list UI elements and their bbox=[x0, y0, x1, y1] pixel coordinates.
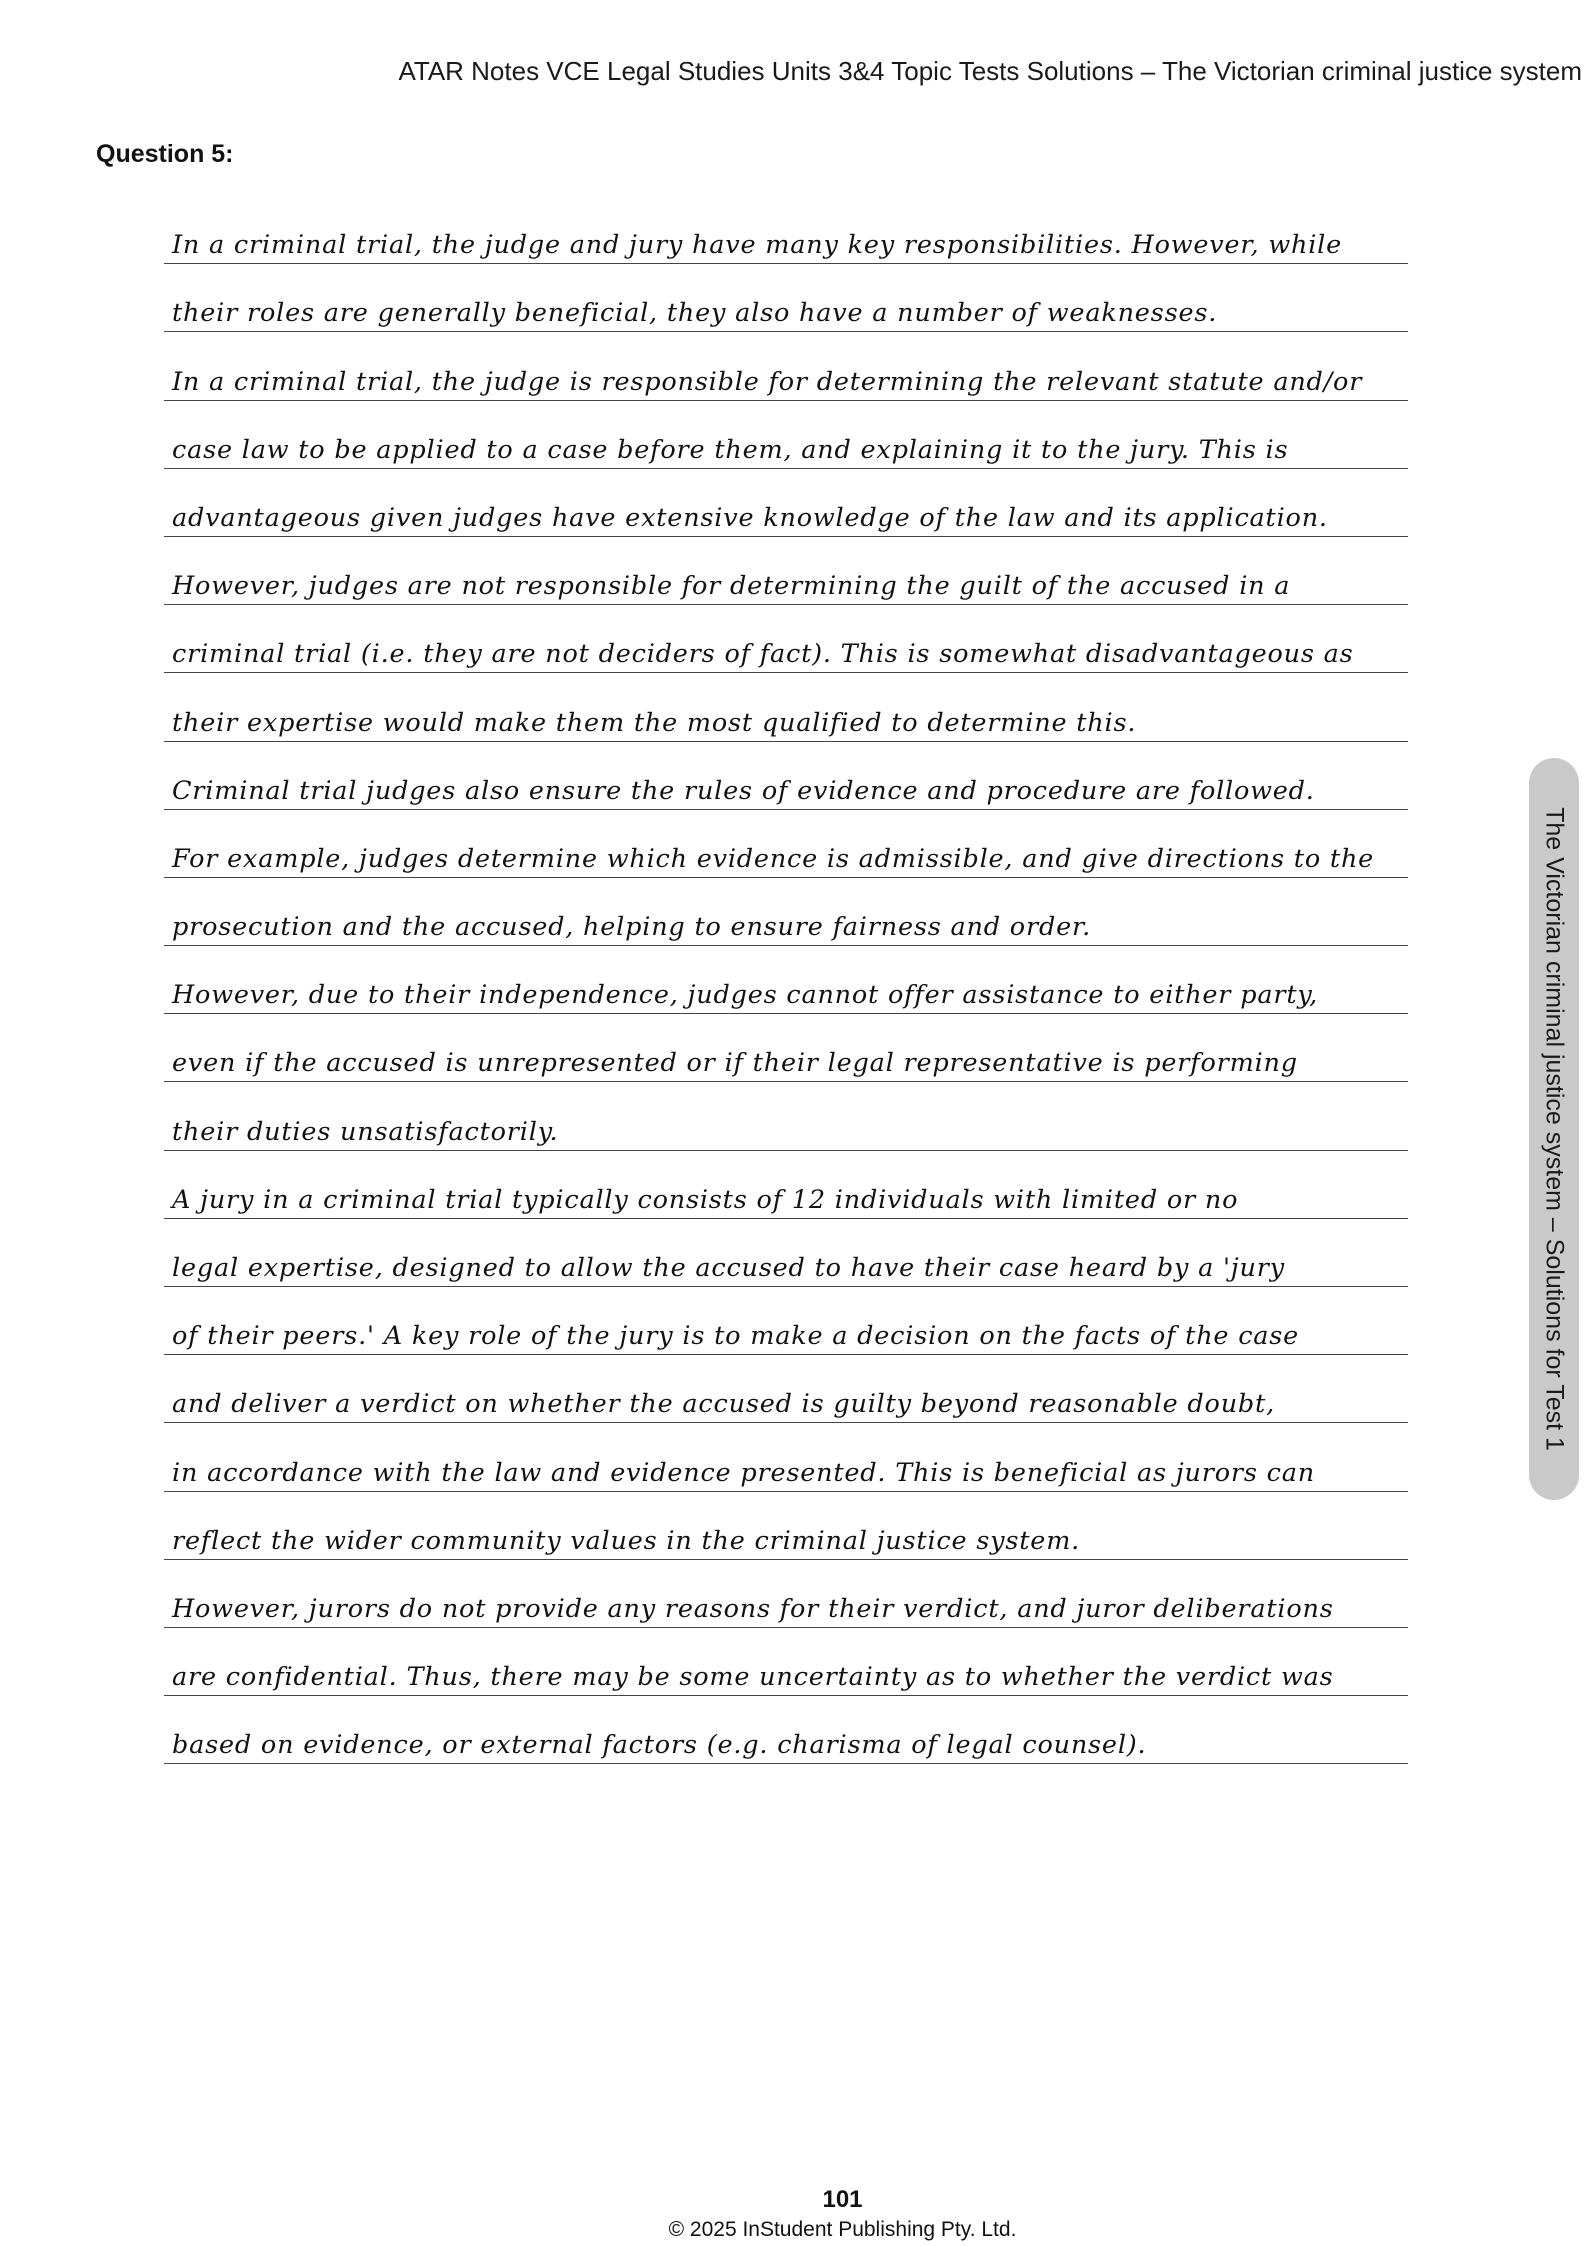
handwritten-answer bbox=[164, 196, 1408, 1764]
answer-line bbox=[164, 469, 1408, 537]
answer-line-text: However, jurors do not provide any reasons for their verdict, and juror deliberations bbox=[172, 1593, 1334, 1624]
answer-line-text: based on evidence, or external factors (e.g. charisma of legal counsel). bbox=[172, 1730, 1147, 1761]
answer-line bbox=[164, 1696, 1408, 1764]
answer-line-text: reflect the wider community values in the criminal justice system. bbox=[172, 1525, 1081, 1556]
answer-line bbox=[164, 1355, 1408, 1423]
answer-line bbox=[164, 1628, 1408, 1696]
copyright-notice: © 2025 InStudent Publishing Pty. Ltd. bbox=[668, 2218, 1017, 2241]
answer-line bbox=[164, 1287, 1408, 1355]
answer-line-text: are confidential. Thus, there may be some uncertainty as to whether the verdict was bbox=[172, 1662, 1334, 1693]
answer-line bbox=[164, 264, 1408, 332]
answer-line-text: of their peers.' A key role of the jury is to make a decision on the facts of the case bbox=[172, 1321, 1300, 1352]
answer-line bbox=[164, 878, 1408, 946]
page-number: 101 bbox=[822, 2186, 863, 2213]
answer-line bbox=[164, 1151, 1408, 1219]
running-header: ATAR Notes VCE Legal Studies Units 3&4 Topic Tests Solutions – The Victorian criminal justice system bbox=[398, 56, 1582, 86]
answer-line bbox=[164, 605, 1408, 673]
answer-line-text: case law to be applied to a case before them, and explaining it to the jury. This is bbox=[172, 434, 1289, 465]
answer-line-text: prosecution and the accused, helping to ensure fairness and order. bbox=[172, 912, 1092, 943]
answer-line bbox=[164, 196, 1408, 264]
answer-line bbox=[164, 673, 1408, 741]
answer-line bbox=[164, 1492, 1408, 1560]
answer-line-text: even if the accused is unrepresented or if their legal representative is performing bbox=[172, 1048, 1298, 1079]
answer-line-text: For example, judges determine which evidence is admissible, and give directions to the bbox=[172, 843, 1375, 874]
answer-line bbox=[164, 537, 1408, 605]
answer-line-text: In a criminal trial, the judge and jury have many key responsibilities. However, while bbox=[172, 230, 1342, 261]
answer-line-text: their roles are generally beneficial, they also have a number of weaknesses. bbox=[172, 298, 1218, 329]
answer-line-text: legal expertise, designed to allow the accused to have their case heard by a 'jury bbox=[172, 1253, 1285, 1283]
answer-line bbox=[164, 1014, 1408, 1082]
answer-line bbox=[164, 946, 1408, 1014]
section-side-tab bbox=[1529, 758, 1579, 1500]
answer-line bbox=[164, 401, 1408, 469]
question-label: Question 5: bbox=[96, 140, 234, 168]
answer-line-text: However, due to their independence, judges cannot offer assistance to either party, bbox=[172, 980, 1319, 1011]
answer-line bbox=[164, 1560, 1408, 1628]
answer-line-text: In a criminal trial, the judge is responsible for determining the relevant statute and/or bbox=[172, 366, 1363, 397]
answer-line-text: their expertise would make them the most qualified to determine this. bbox=[172, 707, 1137, 738]
answer-line bbox=[164, 742, 1408, 810]
answer-line bbox=[164, 810, 1408, 878]
section-side-tab-label: The Victorian criminal justice system – Solutions for Test 1 bbox=[1540, 807, 1569, 1451]
answer-line-text: and deliver a verdict on whether the accused is guilty beyond reasonable doubt, bbox=[172, 1389, 1276, 1420]
answer-line bbox=[164, 1423, 1408, 1491]
answer-line-text: their duties unsatisfactorily. bbox=[172, 1116, 559, 1147]
answer-line-text: advantageous given judges have extensive knowledge of the law and its application. bbox=[172, 502, 1328, 533]
answer-line-text: A jury in a criminal trial typically consists of 12 individuals with limited or no bbox=[172, 1184, 1239, 1215]
answer-line-text: criminal trial (i.e. they are not deciders of fact). This is somewhat disadvantageous as bbox=[172, 639, 1354, 670]
answer-line-text: However, judges are not responsible for determining the guilt of the accused in a bbox=[172, 571, 1291, 602]
answer-line bbox=[164, 332, 1408, 400]
answer-line-text: in accordance with the law and evidence presented. This is beneficial as jurors can bbox=[172, 1457, 1315, 1488]
answer-line-text: Criminal trial judges also ensure the rules of evidence and procedure are followed. bbox=[172, 775, 1315, 806]
answer-line bbox=[164, 1082, 1408, 1150]
answer-line bbox=[164, 1219, 1408, 1287]
